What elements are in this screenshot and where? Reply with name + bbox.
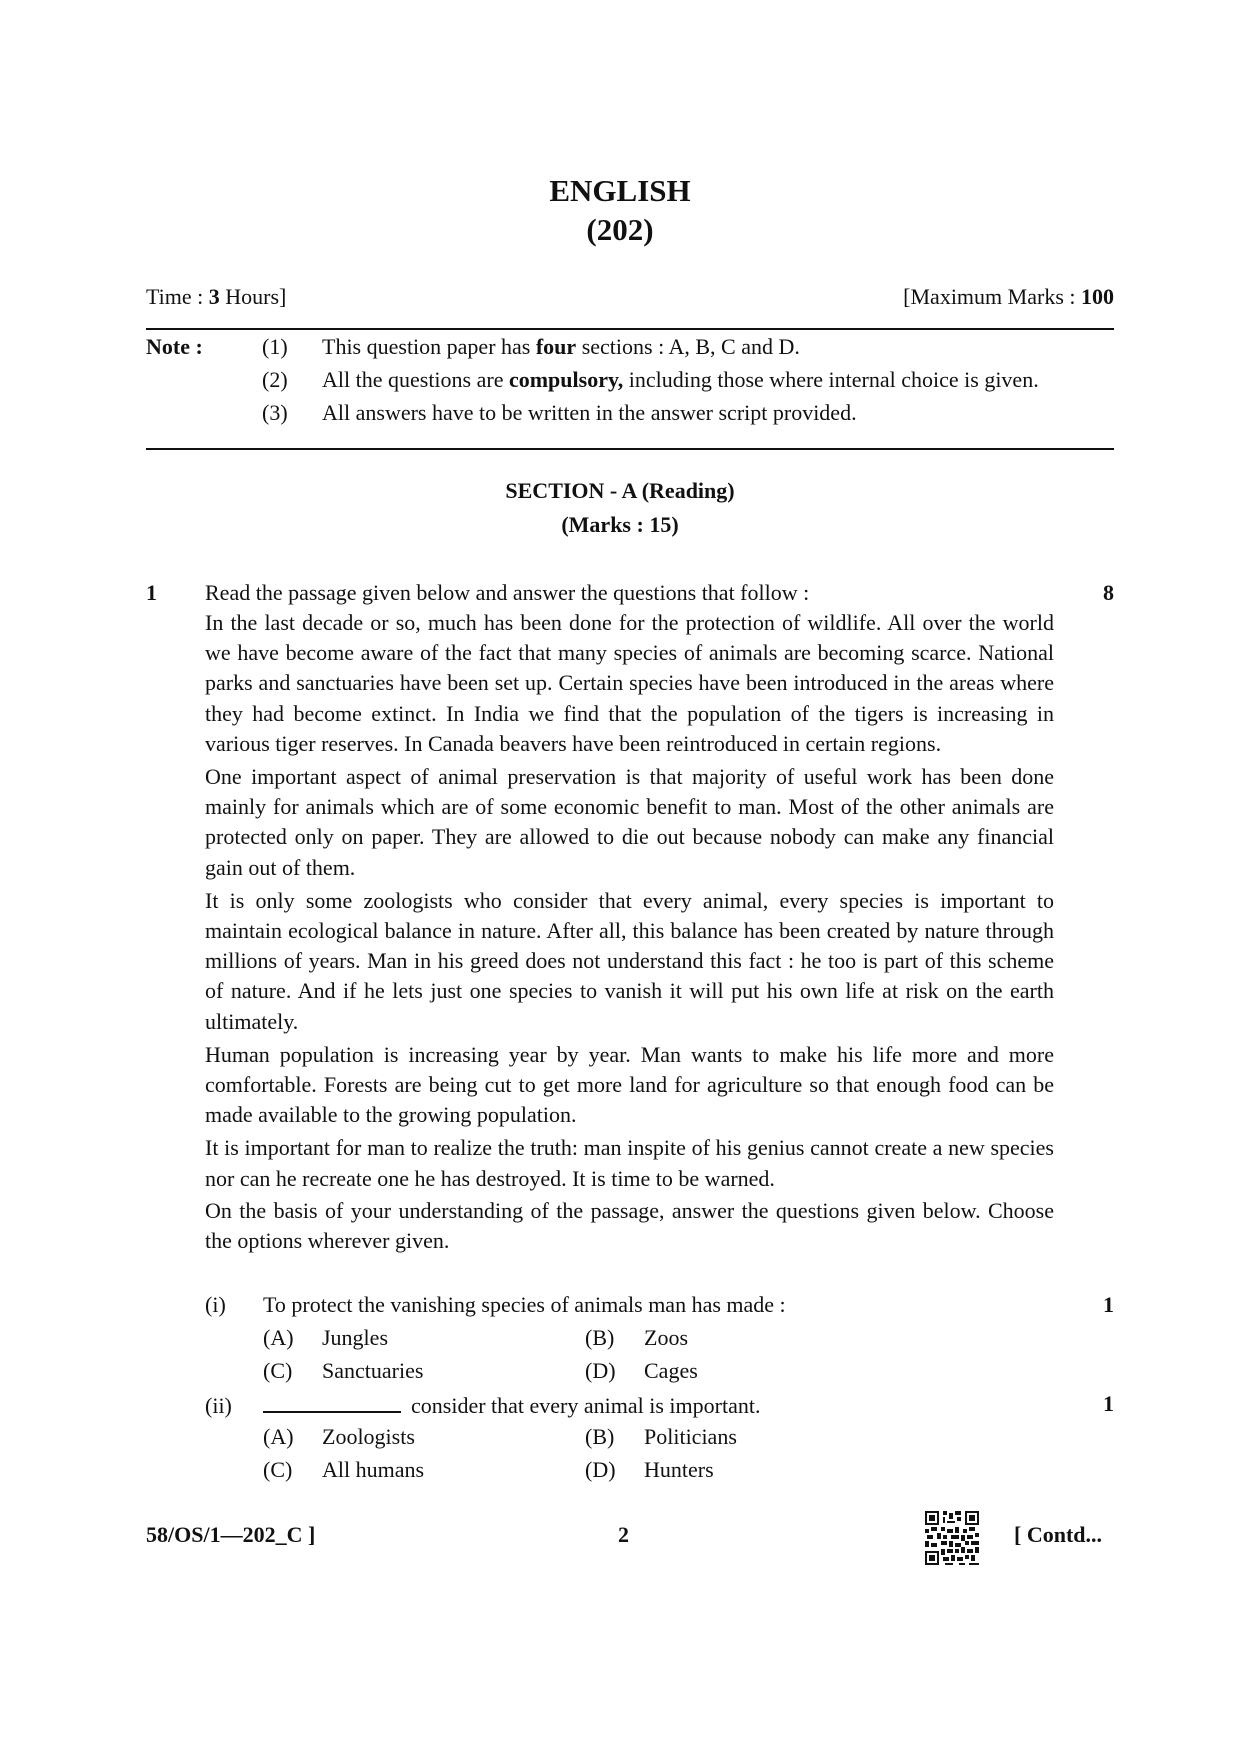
question-number: 1 xyxy=(146,580,157,605)
divider-bottom xyxy=(146,448,1114,450)
reading-passage xyxy=(205,608,1054,1259)
question-marks: 8 xyxy=(1103,580,1114,605)
option: (B) Politicians xyxy=(585,1424,737,1449)
max-marks-label: [Maximum Marks : 100 xyxy=(903,284,1114,309)
paper-code: 58/OS/1—202_C ] xyxy=(146,1522,316,1547)
option: (C) All humans xyxy=(263,1457,425,1482)
time-marks-row xyxy=(146,282,1114,312)
passage-paragraph: One important aspect of animal preservation is that majority of useful work has been done mainly for animals which are of some economic benefit to man. Most of the other animals are protected only on paper. They are allowed to die out because nobody can make any financial gain out of them. xyxy=(205,764,1054,880)
divider-top xyxy=(146,328,1114,330)
option: (A) Zoologists xyxy=(263,1424,415,1449)
time-label: Time : 3 Hours] xyxy=(146,284,287,309)
option: (D) Hunters xyxy=(585,1457,714,1482)
passage-paragraph: In the last decade or so, much has been done for the protection of wildlife. All over the world we have become aware of the fact that many species of animals are becoming scarce. National parks and sanctuaries have been set up. Certain species have been introduced in the areas where they had become extinct. In India we find that the population of the tigers is increasing in various tiger reserves. In Canada beavers have been reintroduced in certain regions. xyxy=(205,610,1054,756)
note-item: (1) This question paper has four sections : A, B, C and D. xyxy=(262,334,800,359)
passage-instruction: On the basis of your understanding of the passage, answer the questions given below. Choose the options wherever given. xyxy=(205,1197,1054,1254)
option: (C) Sanctuaries xyxy=(263,1358,424,1383)
passage-paragraph: Human population is increasing year by year. Man wants to make his life more and more comfortable. Forests are being cut to get more land for agriculture so that enough food can be made available to the growing population. xyxy=(205,1041,1054,1128)
qr-code-icon xyxy=(925,1511,979,1565)
option: (A) Jungles xyxy=(263,1325,388,1350)
subject-title: ENGLISH xyxy=(549,173,691,208)
subject-code: (202) xyxy=(586,212,654,247)
note-item: (3) All answers have to be written in the answer script provided. xyxy=(262,400,857,425)
section-title: SECTION - A (Reading) xyxy=(505,478,735,503)
passage-paragraph: It is only some zoologists who consider that every animal, every species is important to maintain ecological balance in nature. After all, this balance has been created by nature through millions of years. Man in his greed does not understand this fact : he too is part of this scheme of nature. And if he lets just one species to vanish it will put his own life at risk on the earth ultimately. xyxy=(205,887,1054,1034)
section-marks: (Marks : 15) xyxy=(561,512,679,537)
note-item: (2) All the questions are compulsory, including those where internal choice is given. xyxy=(262,367,1039,392)
passage-paragraph: It is important for man to realize the truth: man inspite of his genius cannot create a new species nor can he recreate one he has destroyed. It is time to be warned. xyxy=(205,1135,1054,1191)
continued-label: [ Contd... xyxy=(1014,1522,1103,1547)
note-label: Note : xyxy=(146,334,203,359)
sub-question-marks: 1 xyxy=(1103,1391,1114,1416)
sub-question-marks: 1 xyxy=(1103,1292,1114,1317)
option: (D) Cages xyxy=(585,1358,698,1383)
fill-in-blank xyxy=(263,1389,401,1413)
page-number: 2 xyxy=(618,1522,629,1547)
question-instruction: Read the passage given below and answer the questions that follow : xyxy=(205,580,810,605)
sub-question: (ii) consider that every animal is important. xyxy=(205,1389,760,1421)
option: (B) Zoos xyxy=(585,1325,688,1350)
sub-question: (i) To protect the vanishing species of animals man has made : xyxy=(205,1292,786,1317)
